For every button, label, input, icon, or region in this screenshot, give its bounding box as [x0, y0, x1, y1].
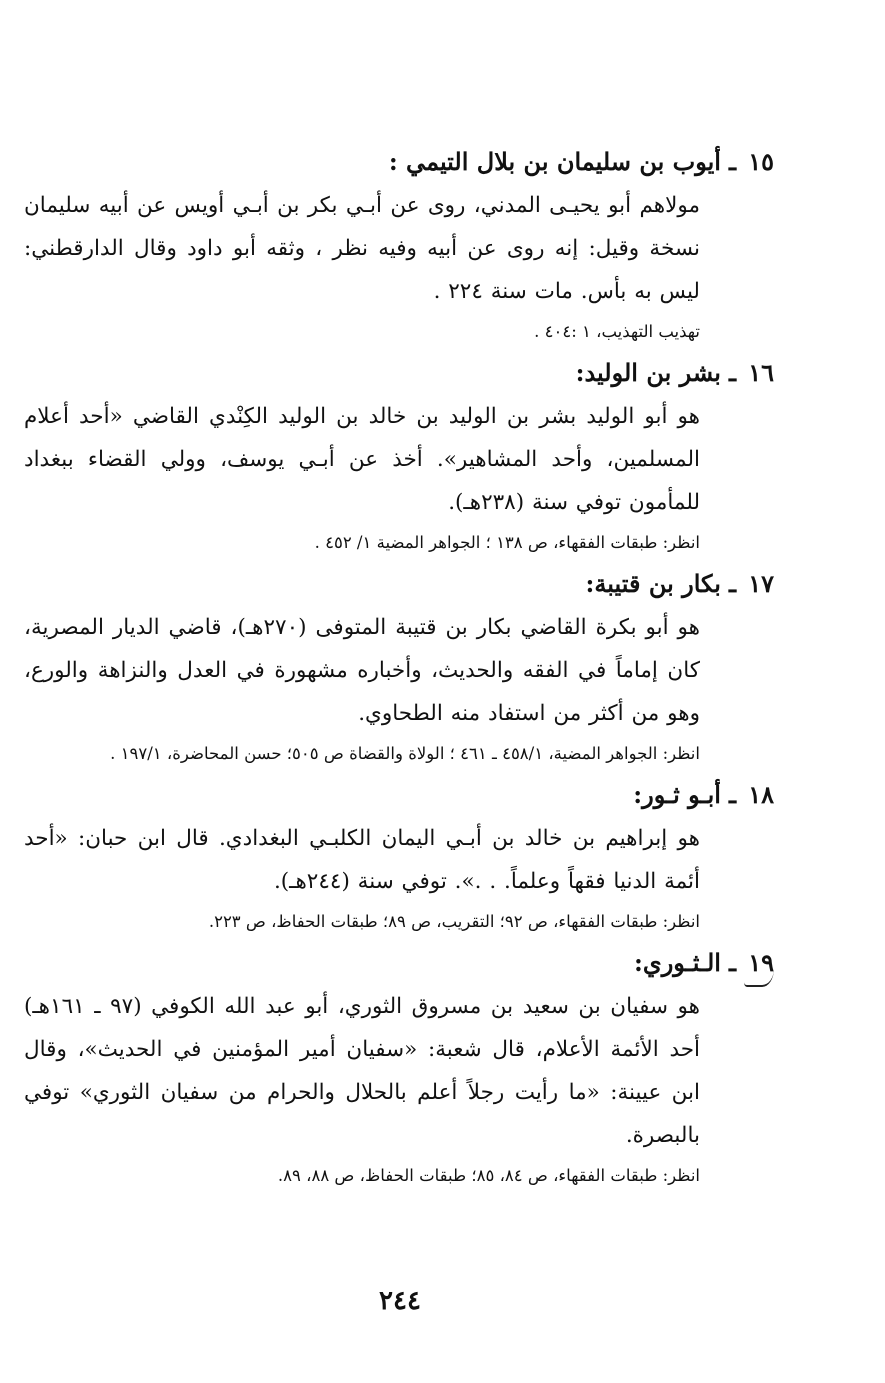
entry-number: ١٥: [748, 147, 774, 176]
entry-heading: [24, 351, 774, 395]
page-number: ٢٤٤: [379, 1286, 421, 1316]
entry-15: [24, 140, 774, 347]
entry-number: ١٧: [748, 569, 774, 598]
entry-reference: انظر: طبقات الفقهاء، ص ٩٢؛ التقريب، ص ٨٩؛ طبقات الحفاظ، ص ٢٢٣.: [208, 912, 700, 931]
entry-reference: انظر: الجواهر المضية، ٤٥٨/١ ـ ٤٦١ ؛ الولاة والقضاة ص ٥٠٥؛ حسن المحاضرة، ١٩٧/١ .: [110, 744, 700, 763]
entry-19: [24, 941, 774, 1191]
entry-heading: [24, 562, 774, 606]
entry-body: مولاهم أبو يحيـى المدني، روى عن أبـي بكر بن أبـي أويس عن أبيه سليمان نسخة وقيل: إنه روى عن أبيه وفيه نظر ، وثقه أبو داود وقال الدارقطني: ليس به بأس. مات سنة ٢٢٤ .: [24, 193, 700, 304]
entry-heading: [24, 773, 774, 817]
entry-name: أبـو ثـور:: [633, 780, 721, 809]
entry-reference: تهذيب التهذيب، ١ :٤٠٤ .: [534, 322, 700, 341]
entry-name: الـثـوري:: [634, 948, 721, 977]
entry-number: ١٦: [748, 358, 774, 387]
entry-name: أيوب بن سليمان بن بلال التيمي :: [388, 147, 721, 176]
page-content: [24, 140, 774, 1195]
entry-number: ١٨: [748, 780, 774, 809]
entry-name: بكار بن قتيبة:: [585, 569, 721, 598]
entry-number: ١٩: [744, 941, 774, 987]
entry-dash: ـ: [728, 780, 736, 809]
entry-name: بشر بن الوليد:: [575, 358, 721, 387]
entry-dash: ـ: [728, 147, 736, 176]
entry-heading: [24, 140, 774, 184]
entry-reference: انظر: طبقات الفقهاء، ص ١٣٨ ؛ الجواهر المضية ١/ ٤٥٢ .: [314, 533, 700, 552]
entry-body: هو أبو بكرة القاضي بكار بن قتيبة المتوفى (٢٧٠هـ)، قاضي الديار المصرية، كان إماماً في الفقه والحديث، وأخباره مشهورة في العدل والنزاهة والورع، وهو من أكثر من استفاد منه الطحاوي.: [24, 615, 701, 726]
entry-body: هو إبراهيم بن خالد بن أبـي اليمان الكلبـي البغدادي. قال ابن حبان: «أحد أئمة الدنيا فقهاً وعلماً. . .». توفي سنة (٢٤٤هـ).: [24, 826, 700, 894]
entry-dash: ـ: [728, 569, 736, 598]
entry-reference: انظر: طبقات الفقهاء، ص ٨٤، ٨٥؛ طبقات الحفاظ، ص ٨٨، ٨٩.: [277, 1166, 700, 1185]
entry-dash: ـ: [728, 948, 736, 977]
entry-body: هو سفيان بن سعيد بن مسروق الثوري، أبو عبد الله الكوفي (٩٧ ـ ١٦١هـ) أحد الأئمة الأعلام، قال شعبة: «سفيان أمير المؤمنين في الحديث»، وقال ابن عيينة: «ما رأيت رجلاً أعلم بالحلال والحرام من سفيان الثوري» توفي بالبصرة.: [24, 994, 700, 1148]
entry-body: هو أبو الوليد بشر بن الوليد بن خالد بن الوليد الكِنْدي القاضي «أحد أعلام المسلمين، وأحد المشاهير». أخذ عن أبـي يوسف، وولي القضاء ببغداد للمأمون توفي سنة (٢٣٨هـ).: [24, 404, 700, 515]
entry-dash: ـ: [728, 358, 736, 387]
entry-16: [24, 351, 774, 558]
entry-18: [24, 773, 774, 937]
entry-heading: [24, 941, 774, 985]
entry-17: [24, 562, 774, 769]
